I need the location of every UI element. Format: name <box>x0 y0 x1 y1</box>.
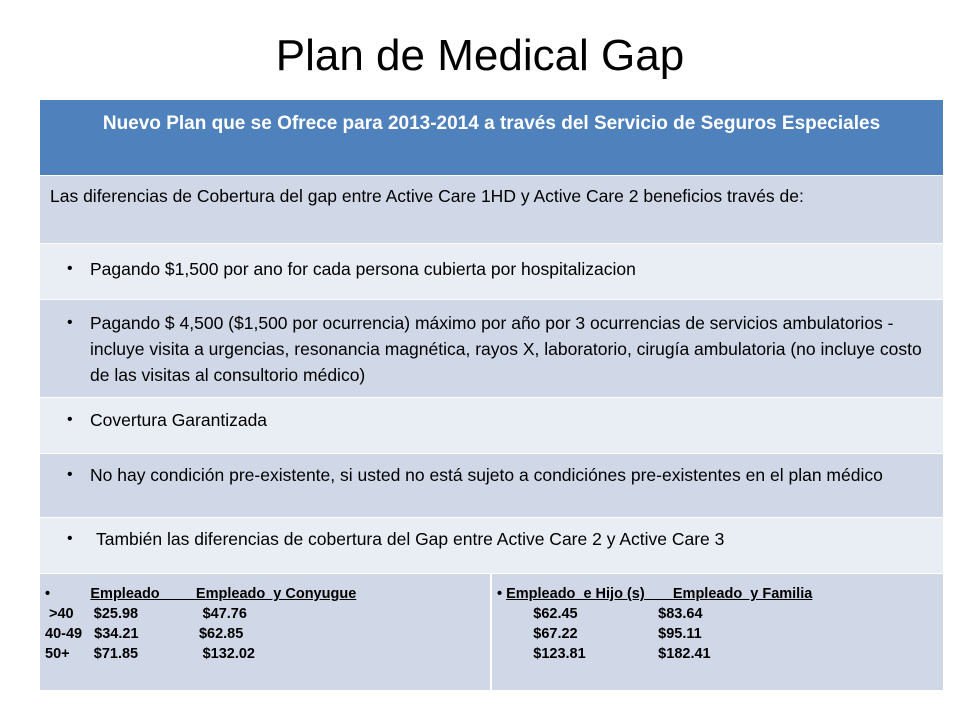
bullet-row-outpatient <box>40 300 943 398</box>
plan-table <box>40 100 943 690</box>
rates-right-row: $123.81 $182.41 <box>497 646 711 662</box>
bullet-row-preexisting <box>40 454 943 518</box>
rates-right-row: $67.22 $95.11 <box>497 626 702 642</box>
page-title: Plan de Medical Gap <box>275 31 685 80</box>
intro-text: Las diferencias de Cobertura del gap entre Active Care 1HD y Active Care 2 beneficios través de: <box>50 186 804 206</box>
bullet-text: Pagando $1,500 por ano for cada persona cubierta por hospitalizacion <box>90 259 636 279</box>
rates-left-row: 40-49 $34.21 $62.85 <box>45 626 244 642</box>
bullet-icon: • <box>67 530 73 547</box>
rates-right-cell <box>492 574 943 690</box>
bullet-row-guaranteed <box>40 398 943 454</box>
intro-row <box>40 176 943 244</box>
bullet-row-hospitalization <box>40 244 943 300</box>
bullet-icon: • <box>67 260 73 277</box>
bullet-icon: • <box>67 314 73 331</box>
rates-right-header: Empleado e Hijo (s) Empleado y Familia <box>506 586 813 602</box>
bullet-text: Pagando $ 4,500 ($1,500 por ocurrencia) máximo por año por 3 ocurrencias de servicios ambulatorios - incluye visita a urgencias, resonancia magnética, rayos X, laboratorio, cirugía ambulatoria (no incluye costo de las visitas al consultorio médico) <box>90 313 922 385</box>
bullet-text: También las diferencias de cobertura del Gap entre Active Care 2 y Active Care 3 <box>96 529 725 549</box>
rates-right-row: $62.45 $83.64 <box>497 606 703 622</box>
bullet-icon: • <box>67 411 73 428</box>
bullet-icon: • <box>67 466 73 483</box>
bullet-text: Covertura Garantizada <box>90 410 268 430</box>
bullet-icon: • <box>45 586 51 602</box>
table-header: Nuevo Plan que se Ofrece para 2013-2014 a través del Servicio de Seguros Especiales <box>40 100 943 176</box>
rates-left-row: >40 $25.98 $47.76 <box>45 606 247 622</box>
bullet-icon: • <box>497 586 503 602</box>
rates-left-row: 50+ $71.85 $132.02 <box>45 646 255 662</box>
rates-left-cell <box>40 574 492 690</box>
bullet-text: No hay condición pre-existente, si usted no está sujeto a condiciónes pre-existentes en el plan médico <box>90 465 883 485</box>
bullet-row-active-care <box>40 518 943 574</box>
rates-row <box>40 574 943 690</box>
rates-left-header: Empleado Empleado y Conyugue <box>90 586 357 602</box>
